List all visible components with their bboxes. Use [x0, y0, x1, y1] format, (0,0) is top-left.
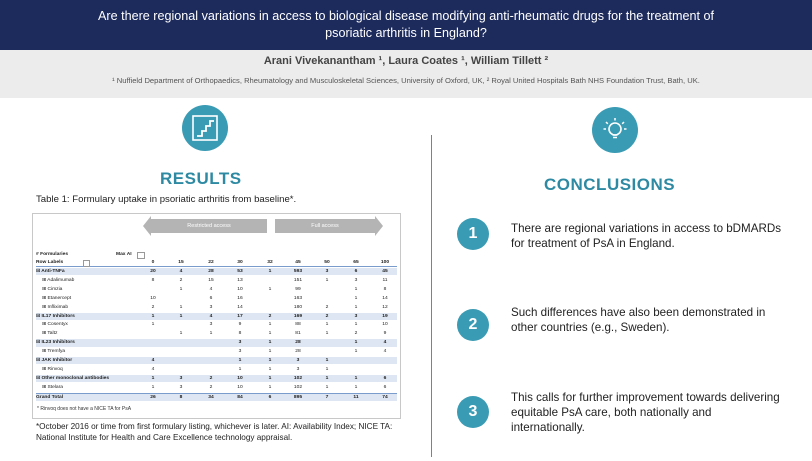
table-cell: 3	[354, 313, 358, 319]
table-footnote: *October 2016 or time from first formulary listing, whichever is later. AI: Availability Index; NICE TA: National Institute for Health and Care Excellence technology appraisal.	[36, 422, 393, 442]
table-cell: 1	[354, 349, 358, 355]
table-cell: 6	[209, 295, 213, 301]
table-cell: 180	[293, 304, 303, 310]
table-cell: 12	[382, 304, 388, 310]
table-cell: 9	[238, 322, 242, 328]
restricted-access-arrow: Restricted access	[151, 219, 267, 233]
table-cell: 169	[293, 313, 303, 319]
table-cell: 10	[237, 375, 243, 381]
table-cell: 8	[151, 277, 155, 283]
table-cell: 26	[150, 394, 156, 400]
table-cell: 2	[151, 304, 155, 310]
table-cell: 4	[179, 269, 183, 274]
table-cell: 6	[268, 394, 272, 400]
row-label: ⊟ Anti-TNFa	[36, 269, 65, 274]
table-cell: 1	[354, 375, 358, 381]
table-row	[36, 384, 397, 391]
table-cell: 2	[179, 277, 183, 283]
table-cell: 1	[354, 322, 358, 328]
table-cell: 3	[209, 304, 213, 310]
table-cell: 1	[354, 384, 358, 390]
table-cell: 1	[325, 277, 329, 283]
table-cell: 19	[382, 313, 388, 319]
table-cell: 4	[383, 340, 387, 346]
row-label: ⊟ JAK Inhibitor	[36, 358, 73, 363]
table-cell: 1	[209, 331, 213, 337]
table-cell: 1	[354, 304, 358, 310]
table-cell: 102	[293, 375, 303, 381]
table-cell: 53	[237, 269, 243, 274]
poster-title-line-2: psoriatic arthritis in England?	[325, 26, 487, 40]
table-cell: 45	[382, 269, 388, 274]
col-header: 30	[237, 260, 243, 265]
table-cell: 1	[268, 340, 272, 346]
table-row	[36, 348, 397, 355]
poster-title-line-1: Are there regional variations in access to biological disease modifying anti-rheumatic drugs for the treatment of	[97, 9, 714, 23]
grand-total-row	[36, 393, 397, 401]
row-label: ⊞ Etanercept	[42, 295, 72, 301]
table-cell: 11	[353, 394, 359, 400]
table-row	[36, 330, 397, 337]
col-header: 15	[178, 260, 184, 265]
table-cell: 81	[295, 331, 301, 337]
table-cell: 3	[209, 322, 213, 328]
table-cell: 8	[179, 394, 183, 400]
table-row	[36, 313, 397, 320]
table-cell: 84	[237, 394, 243, 400]
column-divider	[431, 135, 432, 457]
table-cell: 895	[293, 394, 303, 400]
results-heading: RESULTS	[160, 169, 242, 188]
table-cell: 10	[382, 322, 388, 328]
conclusion-number-3: 3	[457, 396, 489, 428]
col-header: 50	[324, 260, 330, 265]
table-cell: 1	[268, 366, 272, 372]
table-row	[36, 304, 397, 311]
row-labels-dropdown-icon[interactable]	[83, 260, 90, 267]
table-cell: 1	[151, 375, 155, 381]
table-cell: 6	[383, 375, 387, 381]
row-label: ⊟ IL23 Inhibitors	[36, 340, 75, 346]
col-header: 100	[380, 260, 390, 265]
table-cell: 6	[383, 384, 387, 390]
table-cell: 8	[238, 331, 242, 337]
table-cell: 14	[237, 304, 243, 310]
table-cell: 4	[209, 286, 213, 292]
formulary-table	[32, 213, 401, 419]
row-label: Grand Total	[36, 394, 64, 400]
table-cell: 4	[383, 349, 387, 355]
table-cell: 1	[354, 295, 358, 301]
table-row	[36, 321, 397, 328]
conclusion-number-2: 2	[457, 309, 489, 341]
col-header: 22	[208, 260, 214, 265]
table-cell: 593	[293, 269, 303, 274]
table-cell: 3	[238, 340, 242, 346]
conclusion-text-2: Such differences have also been demonstrated in other countries (e.g., Sweden).	[511, 306, 766, 334]
table-cell: 3	[325, 269, 329, 274]
table-cell: 88	[295, 322, 301, 328]
table-cell: 3	[179, 375, 183, 381]
table-cell: 8	[383, 286, 387, 292]
table-cell: 99	[295, 286, 301, 292]
table-cell: 2	[268, 313, 272, 319]
conclusions-heading: CONCLUSIONS	[544, 175, 676, 194]
table-cell: 13	[237, 277, 243, 283]
row-label: ⊟ Other monoclonal antibodies	[36, 375, 110, 381]
row-label: ⊞ Tremfya	[42, 349, 66, 355]
full-access-arrow: Full access	[275, 219, 375, 233]
table-row	[36, 295, 397, 302]
table-cell: 20	[150, 269, 156, 274]
author-list: Arani Vivekanantham ¹, Laura Coates ¹, William Tillett ²	[263, 55, 549, 67]
table-cell: 1	[151, 384, 155, 390]
table-cell: 1	[179, 313, 183, 319]
table-cell: 1	[268, 375, 272, 381]
table-cell: 1	[325, 384, 329, 390]
table-row	[36, 375, 397, 382]
table-cell: 34	[208, 394, 214, 400]
table-cell: 1	[354, 286, 358, 292]
table-row	[36, 339, 397, 346]
lightbulb-icon	[592, 107, 638, 153]
row-label: ⊟ IL17 Inhibitors	[36, 313, 75, 319]
col-header: 0	[151, 260, 155, 265]
table-caption: Table 1: Formulary uptake in psoriatic arthritis from baseline*.	[36, 194, 297, 205]
table-cell: 1	[354, 340, 358, 346]
table-cell: 3	[179, 384, 183, 390]
affiliations: ¹ Nuffield Department of Orthopaedics, Rheumatology and Musculoskeletal Sciences, University of Oxford, UK, ² Royal United Hospitals Bath NHS Foundation Trust, Bath, UK.	[112, 76, 700, 85]
col-header: 65	[353, 260, 359, 265]
table-cell: 7	[325, 394, 329, 400]
table-cell: 28	[295, 349, 301, 355]
table-cell: 14	[382, 295, 388, 301]
table-cell: 102	[293, 384, 303, 390]
row-label: ⊞ Adalimumab	[42, 277, 75, 283]
conclusion-text-1: There are regional variations in access to bDMARDs for treatment of PsA in England.	[511, 222, 781, 250]
table-cell: 2	[325, 313, 329, 319]
table-cell: 10	[237, 286, 243, 292]
poster-header	[0, 0, 812, 50]
filter-field: Max AI	[116, 252, 132, 257]
table-cell: 2	[325, 304, 329, 310]
table-cell: 1	[325, 358, 329, 363]
table-cell: 74	[382, 394, 388, 400]
table-cell: 3	[296, 366, 300, 372]
table-cell: 1	[151, 322, 155, 328]
table-cell: 2	[209, 384, 213, 390]
authors-band	[0, 50, 812, 98]
filter-label: # Formularies	[36, 252, 69, 257]
table-cell: 1	[238, 366, 242, 372]
table-cell: 1	[325, 322, 329, 328]
filter-dropdown-icon[interactable]	[137, 252, 145, 259]
row-labels-header: Row Labels	[36, 260, 64, 265]
table-cell: 10	[150, 295, 156, 301]
table-cell: 16	[237, 295, 243, 301]
table-cell: 1	[238, 358, 242, 363]
table-cell: 1	[268, 286, 272, 292]
table-row	[36, 286, 397, 293]
table-row	[36, 277, 397, 284]
table-cell: 163	[293, 295, 303, 301]
table-cell: 1	[179, 304, 183, 310]
table-cell: 4	[209, 313, 213, 319]
row-label: ⊞ Cimzia	[42, 286, 63, 292]
conclusion-text-3: This calls for further improvement towards delivering equitable PsA care, both nationally and internationally.	[511, 391, 780, 434]
col-header: 45	[295, 260, 301, 265]
table-cell: 1	[268, 349, 272, 355]
filter-row	[36, 251, 397, 258]
table-cell: 1	[268, 322, 272, 328]
row-label: ⊞ Taltz	[42, 331, 58, 337]
table-cell: 1	[179, 286, 183, 292]
table-cell: 10	[237, 384, 243, 390]
table-cell: 3	[354, 277, 358, 283]
table-cell: 1	[268, 384, 272, 390]
table-cell: 11	[382, 277, 388, 283]
table-cell: 15	[208, 277, 214, 283]
table-cell: 1	[325, 331, 329, 337]
table-cell: 1	[325, 366, 329, 372]
table-cell: 1	[268, 331, 272, 337]
table-cell: 151	[293, 277, 303, 283]
table-cell: 2	[354, 331, 358, 337]
table-cell: 4	[151, 358, 155, 363]
table-row	[36, 268, 397, 275]
table-cell: 3	[238, 349, 242, 355]
col-header: 32	[267, 260, 273, 265]
table-cell: 1	[325, 375, 329, 381]
row-label: ⊞ Rinvoq	[42, 366, 63, 372]
table-cell: 1	[151, 313, 155, 319]
table-cell: 2	[209, 375, 213, 381]
row-label: ⊞ Infliximab	[42, 304, 69, 310]
table-cell: 4	[151, 366, 155, 372]
table-cell: 17	[237, 313, 243, 319]
row-label: ⊞ Cosentyx	[42, 322, 68, 328]
table-row	[36, 366, 397, 373]
table-row	[36, 357, 397, 364]
row-label: ⊞ Stelara	[42, 384, 63, 390]
column-header-row	[36, 259, 397, 267]
table-cell: 28	[295, 340, 301, 346]
table-cell: 6	[354, 269, 358, 274]
table-cell: 3	[296, 358, 300, 363]
table-cell: 1	[179, 331, 183, 337]
table-cell: 9	[383, 331, 387, 337]
conclusion-number-1: 1	[457, 218, 489, 250]
table-cell: 28	[208, 269, 214, 274]
table-cell: 1	[268, 358, 272, 363]
stairs-icon	[182, 105, 228, 151]
table-cell: 1	[268, 269, 272, 274]
table-note: * Rinvoq does not have a NICE TA for PsA	[37, 406, 132, 412]
